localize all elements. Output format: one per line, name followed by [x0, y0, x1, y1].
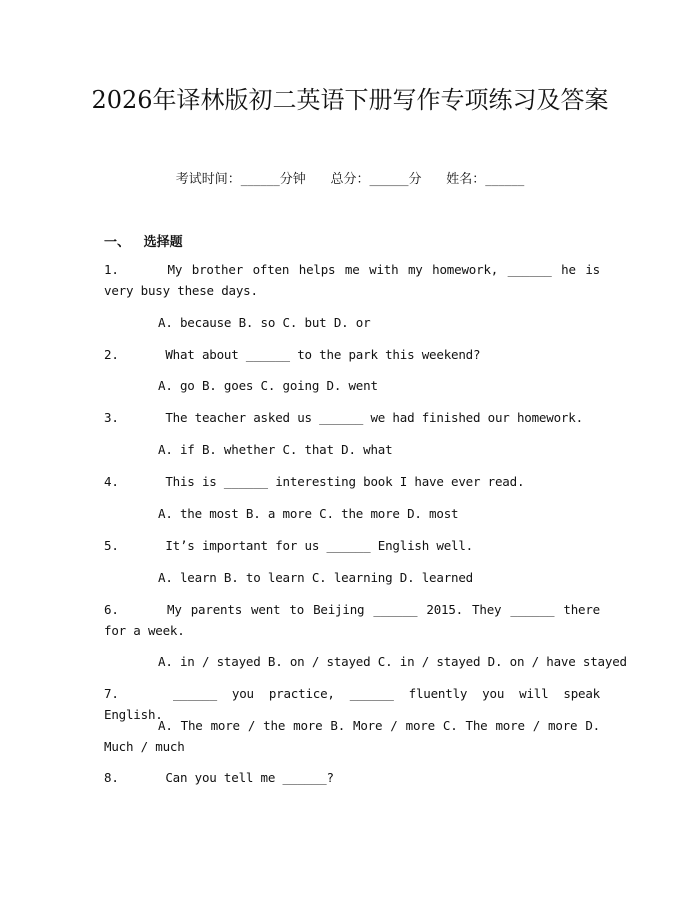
question-text: What about ______ to the park this weekend? [165, 347, 481, 362]
question-6-options: A. in / stayed B. on / stayed C. in / stayed D. on / have stayed [158, 654, 627, 669]
question-number: 7. [104, 686, 119, 701]
question-number: 6. [104, 602, 119, 617]
question-4 [104, 471, 600, 492]
question-3 [104, 407, 600, 428]
question-text: It’s important for us ______ English well. [165, 538, 474, 553]
question-2-options: A. go B. goes C. going D. went [158, 378, 378, 393]
question-number: 8. [104, 770, 119, 785]
document-title: 2026年译林版初二英语下册写作专项练习及答案 [91, 86, 609, 114]
question-8 [104, 767, 600, 788]
question-1-options: A. because B. so C. but D. or [158, 315, 371, 330]
question-text: Can you tell me ______? [165, 770, 334, 785]
question-number: 3. [104, 410, 119, 425]
question-number: 5. [104, 538, 119, 553]
question-text: My parents went to Beijing ______ 2015. They ______ there for a week. [104, 602, 601, 638]
question-1 [104, 259, 600, 301]
question-text: This is ______ interesting book I have ever read. [165, 474, 525, 489]
question-text: The teacher asked us ______ we had finished our homework. [165, 410, 583, 425]
question-6 [104, 599, 600, 641]
question-7-options: A. The more / the more B. More / more C. The more / more D. Much / much [104, 718, 600, 754]
question-number: 2. [104, 347, 119, 362]
question-2 [104, 344, 600, 365]
question-5-options: A. learn B. to learn C. learning D. learned [158, 570, 474, 585]
question-number: 4. [104, 474, 119, 489]
exam-info-line: 考试时间：______分钟 总分：______分 姓名：______ [175, 172, 525, 187]
question-text: ______ you practice, ______ fluently you will speak English. [104, 686, 601, 722]
question-text: My brother often helps me with my homework, ______ he is very busy these days. [104, 262, 600, 298]
question-4-options: A. the most B. a more C. the more D. most [158, 506, 459, 521]
question-number: 1. [104, 262, 119, 277]
question-3-options: A. if B. whether C. that D. what [158, 442, 393, 457]
section-heading: 一、 选择题 [104, 235, 183, 250]
question-5 [104, 535, 600, 556]
